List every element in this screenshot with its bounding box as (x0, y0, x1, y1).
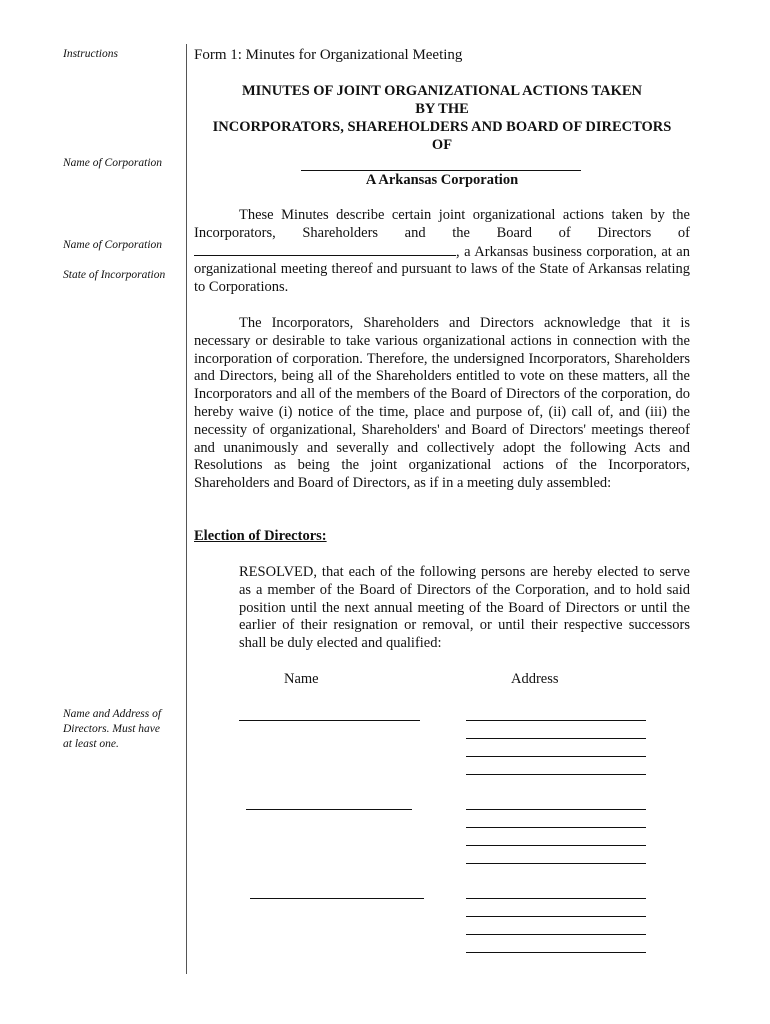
column-header-address: Address (511, 671, 559, 687)
margin-note-directors-3: at least one. (63, 738, 119, 750)
heading-line-2: BY THE (415, 101, 469, 117)
director-address-blank[interactable] (466, 738, 646, 739)
margin-note-directors-1: Name and Address of (63, 708, 162, 720)
director-name-blank[interactable] (250, 898, 424, 899)
margin-note-directors-2: Directors. Must have (63, 723, 160, 735)
margin-note-name-of-corporation: Name of Corporation (63, 157, 163, 169)
director-address-blank[interactable] (466, 934, 646, 935)
paragraph-intro-part-b: , a Arkansas business corporation, at an organizational meeting thereof and pursuant to laws of the State of Arkansas relating to Corporations. (194, 243, 690, 296)
resolution-text: RESOLVED, that each of the following persons are hereby elected to serve as a member of the Board of Directors of the Corporation, and to hold said position until the next annual meeting of the Board of Directors or until the earlier of their resignation or removal, or until their respective successors shall be duly elected and qualified: (239, 564, 690, 652)
director-name-blank[interactable] (246, 809, 412, 810)
director-address-blank[interactable] (466, 827, 646, 828)
director-address-blank[interactable] (466, 756, 646, 757)
director-address-blank[interactable] (466, 809, 646, 810)
director-address-blank[interactable] (466, 952, 646, 953)
margin-note-name-of-corporation-2: Name of Corporation (63, 239, 163, 251)
paragraph-intro (194, 207, 690, 297)
paragraph-acknowledgement (194, 315, 690, 493)
director-address-blank[interactable] (466, 720, 646, 721)
heading-line-1: MINUTES OF JOINT ORGANIZATIONAL ACTIONS TAKEN (241, 83, 643, 99)
margin-note-instructions: Instructions (63, 48, 118, 60)
margin-divider (186, 44, 187, 974)
corporation-name-inline-blank[interactable] (194, 243, 456, 256)
director-address-blank[interactable] (466, 774, 646, 775)
director-address-blank[interactable] (466, 916, 646, 917)
heading-line-3: INCORPORATORS, SHAREHOLDERS AND BOARD OF DIRECTORS (212, 119, 672, 135)
director-address-blank[interactable] (466, 898, 646, 899)
document-subtitle: A Arkansas Corporation (365, 172, 519, 188)
paragraph-acknowledgement-text: The Incorporators, Shareholders and Directors acknowledge that it is necessary or desirable to take various organizational actions in connection with the incorporation of corporation. Therefore, the undersigned Incorporators, Shareholders and Directors, being all of the Shareholders entitled to vote on these matters, all the Incorporators and all of the members of the Board of Directors of the corporation, do hereby waive (i) notice of the time, place and purpose of, (ii) call of, and (iii) the necessity of organizational, Shareholders' and Board of Directors' meetings thereof and unanimously and severally and collectively adopt the following Acts and Resolutions as being the joint organizational actions of the Incorporators, Shareholders and Board of Directors, as if in a meeting duly assembled: (194, 315, 690, 492)
director-address-blank[interactable] (466, 845, 646, 846)
corporation-name-blank[interactable] (301, 158, 581, 171)
form-title: Form 1: Minutes for Organizational Meeting (194, 47, 463, 63)
heading-line-4: OF (431, 137, 453, 153)
director-name-blank[interactable] (239, 720, 420, 721)
paragraph-intro-part-a: These Minutes describe certain joint organizational actions taken by the Incorporators, Shareholders and the Board of Directors of (194, 207, 690, 241)
document-heading (194, 82, 690, 154)
section-heading-election: Election of Directors: (194, 528, 327, 544)
director-address-blank[interactable] (466, 863, 646, 864)
margin-note-state-of-incorporation: State of Incorporation (63, 269, 166, 281)
column-header-name: Name (284, 671, 319, 687)
